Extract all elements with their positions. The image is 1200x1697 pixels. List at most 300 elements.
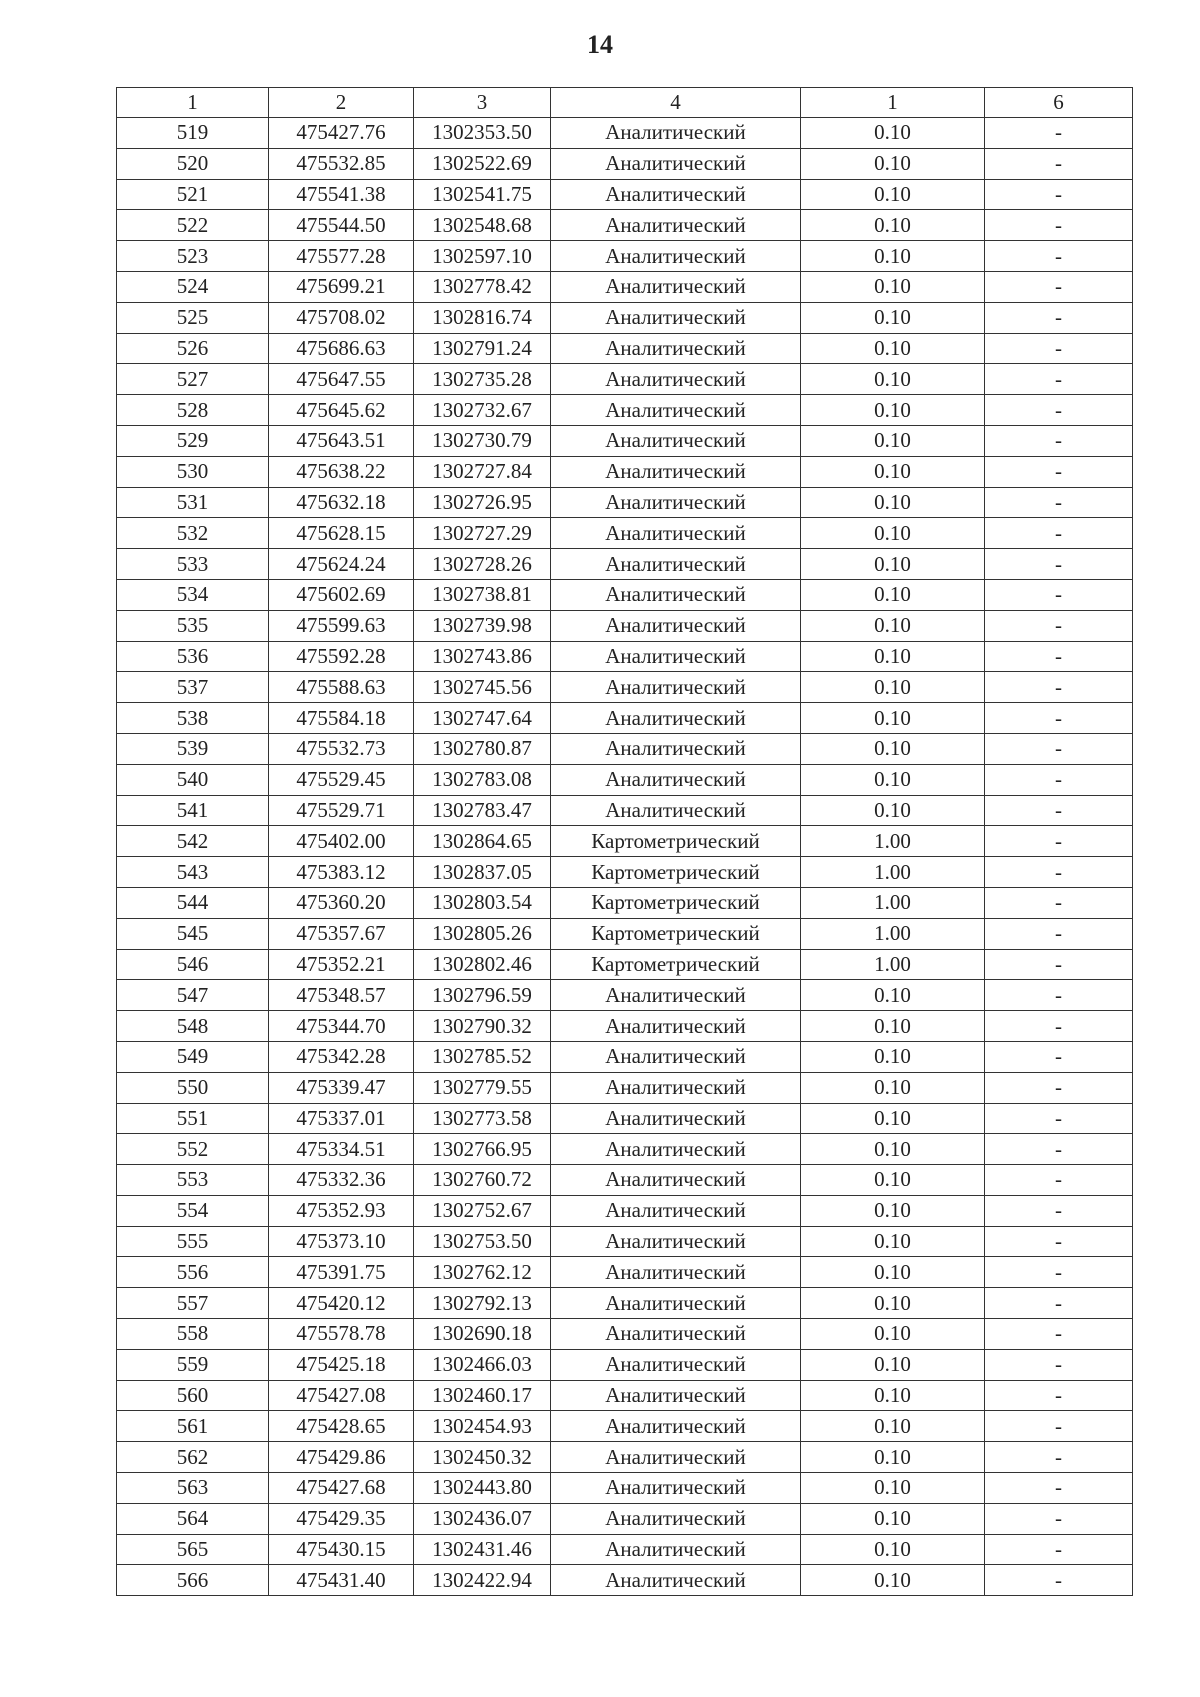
table-cell: 540 — [117, 764, 269, 795]
table-cell: - — [985, 549, 1133, 580]
table-cell: 532 — [117, 518, 269, 549]
table-cell: Аналитический — [551, 487, 801, 518]
table-cell: 1.00 — [801, 887, 985, 918]
table-cell: 538 — [117, 703, 269, 734]
table-cell: 0.10 — [801, 1257, 985, 1288]
table-cell: 558 — [117, 1319, 269, 1350]
table-row — [117, 1011, 1133, 1042]
table-cell: 1302864.65 — [414, 826, 551, 857]
table-cell: 0.10 — [801, 1134, 985, 1165]
table-cell: 475402.00 — [269, 826, 414, 857]
table-cell: Аналитический — [551, 118, 801, 149]
table-cell: 1302779.55 — [414, 1072, 551, 1103]
table-cell: 1302727.29 — [414, 518, 551, 549]
table-row — [117, 1257, 1133, 1288]
table-cell: 475699.21 — [269, 271, 414, 302]
table-cell: 559 — [117, 1349, 269, 1380]
table-cell: 475578.78 — [269, 1319, 414, 1350]
table-cell: 0.10 — [801, 1503, 985, 1534]
table-cell: 1302805.26 — [414, 918, 551, 949]
table-cell: 475647.55 — [269, 364, 414, 395]
table-cell: 475348.57 — [269, 980, 414, 1011]
table-cell: Аналитический — [551, 148, 801, 179]
table-row — [117, 456, 1133, 487]
table-cell: Аналитический — [551, 302, 801, 333]
table-cell: 475332.36 — [269, 1165, 414, 1196]
table-cell: - — [985, 1288, 1133, 1319]
table-cell: 1.00 — [801, 826, 985, 857]
table-cell: - — [985, 148, 1133, 179]
table-cell: Аналитический — [551, 764, 801, 795]
table-row — [117, 703, 1133, 734]
table-cell: 1.00 — [801, 857, 985, 888]
table-cell: 1302728.26 — [414, 549, 551, 580]
table-cell: 1302773.58 — [414, 1103, 551, 1134]
table-cell: 560 — [117, 1380, 269, 1411]
table-cell: 0.10 — [801, 703, 985, 734]
table-cell: 525 — [117, 302, 269, 333]
table-cell: 565 — [117, 1534, 269, 1565]
column-header: 3 — [414, 88, 551, 118]
table-cell: 0.10 — [801, 1011, 985, 1042]
table-cell: - — [985, 980, 1133, 1011]
table-cell: 475602.69 — [269, 579, 414, 610]
table-cell: 0.10 — [801, 1565, 985, 1596]
table-cell: 475342.28 — [269, 1041, 414, 1072]
table-cell: 1302745.56 — [414, 672, 551, 703]
table-cell: 0.10 — [801, 549, 985, 580]
table-cell: Аналитический — [551, 1195, 801, 1226]
table-cell: 0.10 — [801, 733, 985, 764]
table-cell: 0.10 — [801, 980, 985, 1011]
table-cell: 562 — [117, 1442, 269, 1473]
table-cell: Аналитический — [551, 703, 801, 734]
table-cell: 475430.15 — [269, 1534, 414, 1565]
table-cell: Картометрический — [551, 918, 801, 949]
table-cell: 542 — [117, 826, 269, 857]
table-cell: 521 — [117, 179, 269, 210]
table-cell: 475588.63 — [269, 672, 414, 703]
table-cell: Аналитический — [551, 518, 801, 549]
table-cell: 1302735.28 — [414, 364, 551, 395]
table-cell: 1302785.52 — [414, 1041, 551, 1072]
table-cell: 475357.67 — [269, 918, 414, 949]
table-cell: 475532.85 — [269, 148, 414, 179]
table-row — [117, 210, 1133, 241]
table-cell: Аналитический — [551, 549, 801, 580]
table-cell: - — [985, 795, 1133, 826]
table-cell: 1302690.18 — [414, 1319, 551, 1350]
table-cell: 475584.18 — [269, 703, 414, 734]
table-row — [117, 918, 1133, 949]
table-cell: 0.10 — [801, 1226, 985, 1257]
table-cell: 550 — [117, 1072, 269, 1103]
table-row — [117, 333, 1133, 364]
table-cell: 519 — [117, 118, 269, 149]
table-cell: 1302783.47 — [414, 795, 551, 826]
table-cell: 1.00 — [801, 949, 985, 980]
table-cell: Аналитический — [551, 1380, 801, 1411]
table-cell: 561 — [117, 1411, 269, 1442]
table-cell: Аналитический — [551, 1041, 801, 1072]
table-cell: 548 — [117, 1011, 269, 1042]
table-cell: Аналитический — [551, 210, 801, 241]
table-cell: 1302790.32 — [414, 1011, 551, 1042]
table-cell: 1302454.93 — [414, 1411, 551, 1442]
table-cell: - — [985, 364, 1133, 395]
table-row — [117, 179, 1133, 210]
table-row — [117, 1226, 1133, 1257]
table-cell: 0.10 — [801, 1041, 985, 1072]
table-row — [117, 118, 1133, 149]
table-cell: 563 — [117, 1473, 269, 1504]
table-cell: - — [985, 826, 1133, 857]
table-cell: 1302743.86 — [414, 641, 551, 672]
table-cell: 475643.51 — [269, 425, 414, 456]
table-row — [117, 271, 1133, 302]
table-cell: 0.10 — [801, 395, 985, 426]
table-cell: 526 — [117, 333, 269, 364]
table-cell: - — [985, 857, 1133, 888]
table-cell: 475391.75 — [269, 1257, 414, 1288]
table-cell: 475337.01 — [269, 1103, 414, 1134]
table-row — [117, 1288, 1133, 1319]
table-cell: 0.10 — [801, 795, 985, 826]
table-cell: - — [985, 1103, 1133, 1134]
table-row — [117, 826, 1133, 857]
table-cell: 475529.45 — [269, 764, 414, 795]
table-cell: Аналитический — [551, 456, 801, 487]
table-row — [117, 857, 1133, 888]
table-cell: 1302548.68 — [414, 210, 551, 241]
table-row — [117, 302, 1133, 333]
table-cell: 0.10 — [801, 364, 985, 395]
table-cell: 1.00 — [801, 918, 985, 949]
table-cell: 0.10 — [801, 456, 985, 487]
table-cell: - — [985, 703, 1133, 734]
table-cell: 475352.93 — [269, 1195, 414, 1226]
table-cell: 1302353.50 — [414, 118, 551, 149]
table-row — [117, 1473, 1133, 1504]
table-cell: 1302780.87 — [414, 733, 551, 764]
table-cell: 1302803.54 — [414, 887, 551, 918]
table-cell: 0.10 — [801, 425, 985, 456]
table-cell: Аналитический — [551, 1134, 801, 1165]
table-cell: 0.10 — [801, 1534, 985, 1565]
table-cell: - — [985, 1534, 1133, 1565]
column-header: 2 — [269, 88, 414, 118]
table-cell: Аналитический — [551, 1165, 801, 1196]
table-row — [117, 641, 1133, 672]
table-cell: - — [985, 733, 1133, 764]
table-cell: 475334.51 — [269, 1134, 414, 1165]
table-cell: 0.10 — [801, 487, 985, 518]
coordinates-table — [116, 87, 1133, 1596]
table-row — [117, 364, 1133, 395]
table-cell: 0.10 — [801, 271, 985, 302]
table-cell: - — [985, 518, 1133, 549]
page-number: 14 — [587, 30, 613, 59]
table-cell: 475429.86 — [269, 1442, 414, 1473]
table-cell: 1302443.80 — [414, 1473, 551, 1504]
table-cell: 1302791.24 — [414, 333, 551, 364]
table-cell: 557 — [117, 1288, 269, 1319]
table-cell: - — [985, 1349, 1133, 1380]
table-cell: 549 — [117, 1041, 269, 1072]
table-cell: - — [985, 179, 1133, 210]
table-cell: - — [985, 1257, 1133, 1288]
table-cell: 0.10 — [801, 641, 985, 672]
table-cell: - — [985, 271, 1133, 302]
table-cell: Картометрический — [551, 826, 801, 857]
table-cell: 475577.28 — [269, 241, 414, 272]
table-row — [117, 672, 1133, 703]
table-cell: 1302753.50 — [414, 1226, 551, 1257]
table-cell: 545 — [117, 918, 269, 949]
table-cell: 534 — [117, 579, 269, 610]
table-row — [117, 1103, 1133, 1134]
table-cell: 528 — [117, 395, 269, 426]
table-cell: - — [985, 395, 1133, 426]
table-cell: 1302541.75 — [414, 179, 551, 210]
table-cell: 524 — [117, 271, 269, 302]
table-row — [117, 610, 1133, 641]
table-cell: 475708.02 — [269, 302, 414, 333]
table-cell: 552 — [117, 1134, 269, 1165]
table-cell: Аналитический — [551, 179, 801, 210]
table-cell: 554 — [117, 1195, 269, 1226]
table-cell: - — [985, 1195, 1133, 1226]
table-cell: Аналитический — [551, 1288, 801, 1319]
table-cell: Аналитический — [551, 425, 801, 456]
table-cell: Картометрический — [551, 949, 801, 980]
table-cell: 520 — [117, 148, 269, 179]
table-cell: 0.10 — [801, 1195, 985, 1226]
table-cell: - — [985, 1165, 1133, 1196]
column-header: 1 — [117, 88, 269, 118]
table-cell: Аналитический — [551, 795, 801, 826]
table-cell: 475624.24 — [269, 549, 414, 580]
table-cell: 1302431.46 — [414, 1534, 551, 1565]
table-cell: - — [985, 949, 1133, 980]
table-cell: - — [985, 887, 1133, 918]
table-cell: 0.10 — [801, 672, 985, 703]
table-cell: 1302738.81 — [414, 579, 551, 610]
table-cell: - — [985, 1565, 1133, 1596]
table-cell: - — [985, 641, 1133, 672]
table-row — [117, 980, 1133, 1011]
table-cell: 1302522.69 — [414, 148, 551, 179]
table-cell: 0.10 — [801, 333, 985, 364]
table-cell: Аналитический — [551, 1349, 801, 1380]
table-cell: 475427.76 — [269, 118, 414, 149]
table-cell: - — [985, 1041, 1133, 1072]
table-cell: 0.10 — [801, 1319, 985, 1350]
table-cell: 546 — [117, 949, 269, 980]
table-cell: 0.10 — [801, 1380, 985, 1411]
table-row — [117, 395, 1133, 426]
table-cell: 1302766.95 — [414, 1134, 551, 1165]
table-cell: 1302466.03 — [414, 1349, 551, 1380]
table-cell: 0.10 — [801, 518, 985, 549]
table-cell: 1302762.12 — [414, 1257, 551, 1288]
table-cell: 475420.12 — [269, 1288, 414, 1319]
table-cell: 1302783.08 — [414, 764, 551, 795]
table-cell: Аналитический — [551, 1473, 801, 1504]
table-cell: 475344.70 — [269, 1011, 414, 1042]
table-cell: Аналитический — [551, 1534, 801, 1565]
table-cell: 475632.18 — [269, 487, 414, 518]
table-cell: 530 — [117, 456, 269, 487]
table-cell: - — [985, 579, 1133, 610]
table-row — [117, 1442, 1133, 1473]
table-cell: 1302792.13 — [414, 1288, 551, 1319]
table-cell: 1302732.67 — [414, 395, 551, 426]
table-cell: 0.10 — [801, 1349, 985, 1380]
table-row — [117, 241, 1133, 272]
table-row — [117, 1072, 1133, 1103]
table-cell: 475645.62 — [269, 395, 414, 426]
table-cell: Аналитический — [551, 1257, 801, 1288]
table-cell: 1302739.98 — [414, 610, 551, 641]
table-cell: 553 — [117, 1165, 269, 1196]
table-cell: 544 — [117, 887, 269, 918]
table-cell: 1302730.79 — [414, 425, 551, 456]
table-cell: 1302760.72 — [414, 1165, 551, 1196]
table-cell: 543 — [117, 857, 269, 888]
table-cell: 536 — [117, 641, 269, 672]
table-cell: - — [985, 456, 1133, 487]
table-cell: 475686.63 — [269, 333, 414, 364]
table-cell: Аналитический — [551, 672, 801, 703]
table-cell: - — [985, 487, 1133, 518]
table-cell: 475373.10 — [269, 1226, 414, 1257]
table-cell: 1302460.17 — [414, 1380, 551, 1411]
table-cell: 0.10 — [801, 1103, 985, 1134]
table-cell: 1302747.64 — [414, 703, 551, 734]
column-header: 4 — [551, 88, 801, 118]
table-cell: 475532.73 — [269, 733, 414, 764]
table-cell: 1302436.07 — [414, 1503, 551, 1534]
table-cell: 475352.21 — [269, 949, 414, 980]
table-cell: 531 — [117, 487, 269, 518]
table-cell: Аналитический — [551, 333, 801, 364]
table-cell: 0.10 — [801, 610, 985, 641]
table-cell: Картометрический — [551, 887, 801, 918]
table-cell: 1302450.32 — [414, 1442, 551, 1473]
table-cell: 527 — [117, 364, 269, 395]
table-row — [117, 1134, 1133, 1165]
table-cell: - — [985, 333, 1133, 364]
table-cell: - — [985, 1319, 1133, 1350]
table-cell: 475638.22 — [269, 456, 414, 487]
table-row — [117, 1565, 1133, 1596]
table-cell: - — [985, 1473, 1133, 1504]
table-cell: 1302726.95 — [414, 487, 551, 518]
table-cell: 1302802.46 — [414, 949, 551, 980]
table-row — [117, 1319, 1133, 1350]
table-cell: 537 — [117, 672, 269, 703]
table-cell: 564 — [117, 1503, 269, 1534]
table-cell: - — [985, 610, 1133, 641]
table-cell: - — [985, 210, 1133, 241]
table-row — [117, 1195, 1133, 1226]
table-cell: 475427.08 — [269, 1380, 414, 1411]
table-cell: 475529.71 — [269, 795, 414, 826]
table-cell: 475383.12 — [269, 857, 414, 888]
table-cell: Аналитический — [551, 241, 801, 272]
table-cell: 0.10 — [801, 241, 985, 272]
table-cell: Аналитический — [551, 641, 801, 672]
table-row — [117, 1411, 1133, 1442]
table-cell: Аналитический — [551, 733, 801, 764]
table-cell: 1302778.42 — [414, 271, 551, 302]
table-row — [117, 1349, 1133, 1380]
column-header: 1 — [801, 88, 985, 118]
table-cell: - — [985, 425, 1133, 456]
table-cell: 0.10 — [801, 1165, 985, 1196]
table-row — [117, 1165, 1133, 1196]
table-row — [117, 1380, 1133, 1411]
table-cell: 475544.50 — [269, 210, 414, 241]
column-header: 6 — [985, 88, 1133, 118]
table-cell: 556 — [117, 1257, 269, 1288]
table-cell: 1302796.59 — [414, 980, 551, 1011]
table-cell: 0.10 — [801, 1072, 985, 1103]
table-cell: - — [985, 302, 1133, 333]
table-cell: - — [985, 1134, 1133, 1165]
table-cell: 0.10 — [801, 1411, 985, 1442]
table-cell: 523 — [117, 241, 269, 272]
table-cell: 1302727.84 — [414, 456, 551, 487]
table-cell: - — [985, 1226, 1133, 1257]
table-cell: 475360.20 — [269, 887, 414, 918]
table-cell: 1302597.10 — [414, 241, 551, 272]
table-row — [117, 887, 1133, 918]
table-cell: 0.10 — [801, 579, 985, 610]
table-cell: 0.10 — [801, 179, 985, 210]
table-cell: 475431.40 — [269, 1565, 414, 1596]
table-cell: - — [985, 1503, 1133, 1534]
table-cell: 475429.35 — [269, 1503, 414, 1534]
table-cell: Аналитический — [551, 364, 801, 395]
table-cell: - — [985, 672, 1133, 703]
table-cell: - — [985, 1411, 1133, 1442]
table-cell: 522 — [117, 210, 269, 241]
table-cell: Аналитический — [551, 579, 801, 610]
table-cell: 475425.18 — [269, 1349, 414, 1380]
table-cell: 475428.65 — [269, 1411, 414, 1442]
table-cell: Аналитический — [551, 1503, 801, 1534]
table-cell: Аналитический — [551, 1411, 801, 1442]
table-cell: 475339.47 — [269, 1072, 414, 1103]
table-cell: 541 — [117, 795, 269, 826]
table-cell: - — [985, 764, 1133, 795]
table-cell: 475427.68 — [269, 1473, 414, 1504]
table-cell: 0.10 — [801, 148, 985, 179]
table-cell: 475628.15 — [269, 518, 414, 549]
table-cell: Аналитический — [551, 610, 801, 641]
table-cell: 539 — [117, 733, 269, 764]
table-cell: Аналитический — [551, 1072, 801, 1103]
table-cell: - — [985, 118, 1133, 149]
table-row — [117, 795, 1133, 826]
table-row — [117, 1503, 1133, 1534]
table-cell: - — [985, 1011, 1133, 1042]
table-cell: 0.10 — [801, 118, 985, 149]
table-cell: 475599.63 — [269, 610, 414, 641]
table-row — [117, 949, 1133, 980]
